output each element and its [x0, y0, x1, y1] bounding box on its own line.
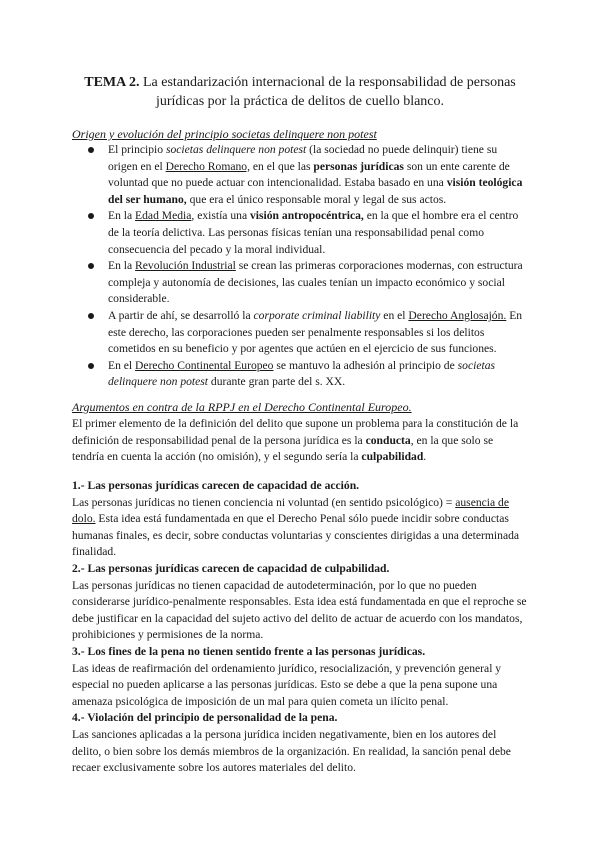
- argument-heading: 3.- Los fines de la pena no tienen sentido frente a las personas jurídicas.: [72, 644, 426, 658]
- list-item: El principio societas delinquere non potest (la sociedad no puede delinquir) tiene su origen en el Derecho Romano, en el que las personas jurídicas son un ente carente de voluntad que no puede actuar con intencionalidad. Estaba basado en una visión teológica del ser humano, que era el único responsable moral y legal de sus actos.: [86, 142, 526, 208]
- argument-body: Las personas jurídicas no tienen capacidad de autodeterminación, por lo que no pueden considerarse jurídico-penalmente responsables. Esta idea está fundamentada en que el reproche se debe justificar en la capacidad del sujeto activo del delito de actuar de acuerdo con los mandatos, prohibiciones y permisiones de la norma.: [72, 578, 527, 642]
- arguments-intro: El primer elemento de la definición del delito que supone un problema para la constitución de la definición de responsabilidad penal de la persona jurídica es la conducta, en la que solo se tendría en cuenta la acción (no omisión), y el segundo sería la culpabilidad.: [72, 417, 519, 464]
- list-item: En la Edad Media, existía una visión antropocéntrica, en la que el hombre era el centro de la teoría delictiva. Las personas físicas tenían una responsabilidad penal como consecuencia del pecado y la moral individual.: [86, 208, 526, 258]
- section-heading-origin: Origen y evolución del principio societas delinquere non potest: [72, 127, 377, 141]
- argument-body: Las personas jurídicas no tienen conciencia ni voluntad (en sentido psicológico) = ausencia de dolo. Esta idea está fundamentada en que el Derecho Penal sólo puede incidir sobre conductas humanas finales, es decir, sobre conductas voluntarias y conscientes dirigidas a una determinada finalidad.: [72, 495, 520, 559]
- bullet-icon: [88, 263, 94, 269]
- argument-1: [72, 478, 528, 777]
- section-heading-arguments: Argumentos en contra de la RPPJ en el Derecho Continental Europeo.: [72, 400, 412, 414]
- bullet-icon: [88, 313, 94, 319]
- origin-bullet-list: [86, 142, 526, 391]
- list-item: En el Derecho Continental Europeo se mantuvo la adhesión al principio de societas delinquere non potest durante gran parte del s. XX.: [86, 358, 526, 391]
- argument-body: Las ideas de reafirmación del ordenamiento jurídico, resocialización, y prevención general y especial no pueden aplicarse a las personas jurídicas. Esto se debe a que la pena supone una amenaza psicológica de imposición de un mal para quien cometa un ilícito penal.: [72, 661, 502, 708]
- argument-heading: 4.- Violación del principio de personalidad de la pena.: [72, 711, 338, 725]
- list-item: En la Revolución Industrial se crean las primeras corporaciones modernas, con estructura compleja y autonomía de decisiones, las cuales tenían un impacto económico y social considerable.: [86, 258, 526, 308]
- bullet-icon: [88, 363, 94, 369]
- document-title: [70, 73, 530, 111]
- argument-heading: 1.- Las personas jurídicas carecen de capacidad de acción.: [72, 479, 360, 492]
- bullet-icon: [88, 213, 94, 219]
- list-item: A partir de ahí, se desarrolló la corporate criminal liability en el Derecho Anglosajón. En este derecho, las corporaciones pueden ser penalmente responsables si los delitos cometidos en su beneficio y por agentes que actúen en el ejercicio de sus funciones.: [86, 308, 526, 358]
- argument-heading: 2.- Las personas jurídicas carecen de capacidad de culpabilidad.: [72, 561, 390, 575]
- title-text: La estandarización internacional de la responsabilidad de personas jurídicas por la práctica de delitos de cuello blanco.: [142, 75, 516, 109]
- argument-body: Las sanciones aplicadas a la persona jurídica inciden negativamente, bien en los autores del delito, o bien sobre los demás miembros de la organización. En realidad, la sanción penal debe recaer exclusivamente sobre los autores materiales del delito.: [72, 727, 511, 775]
- bullet-icon: [88, 147, 94, 153]
- title-number: TEMA 2.: [84, 75, 140, 90]
